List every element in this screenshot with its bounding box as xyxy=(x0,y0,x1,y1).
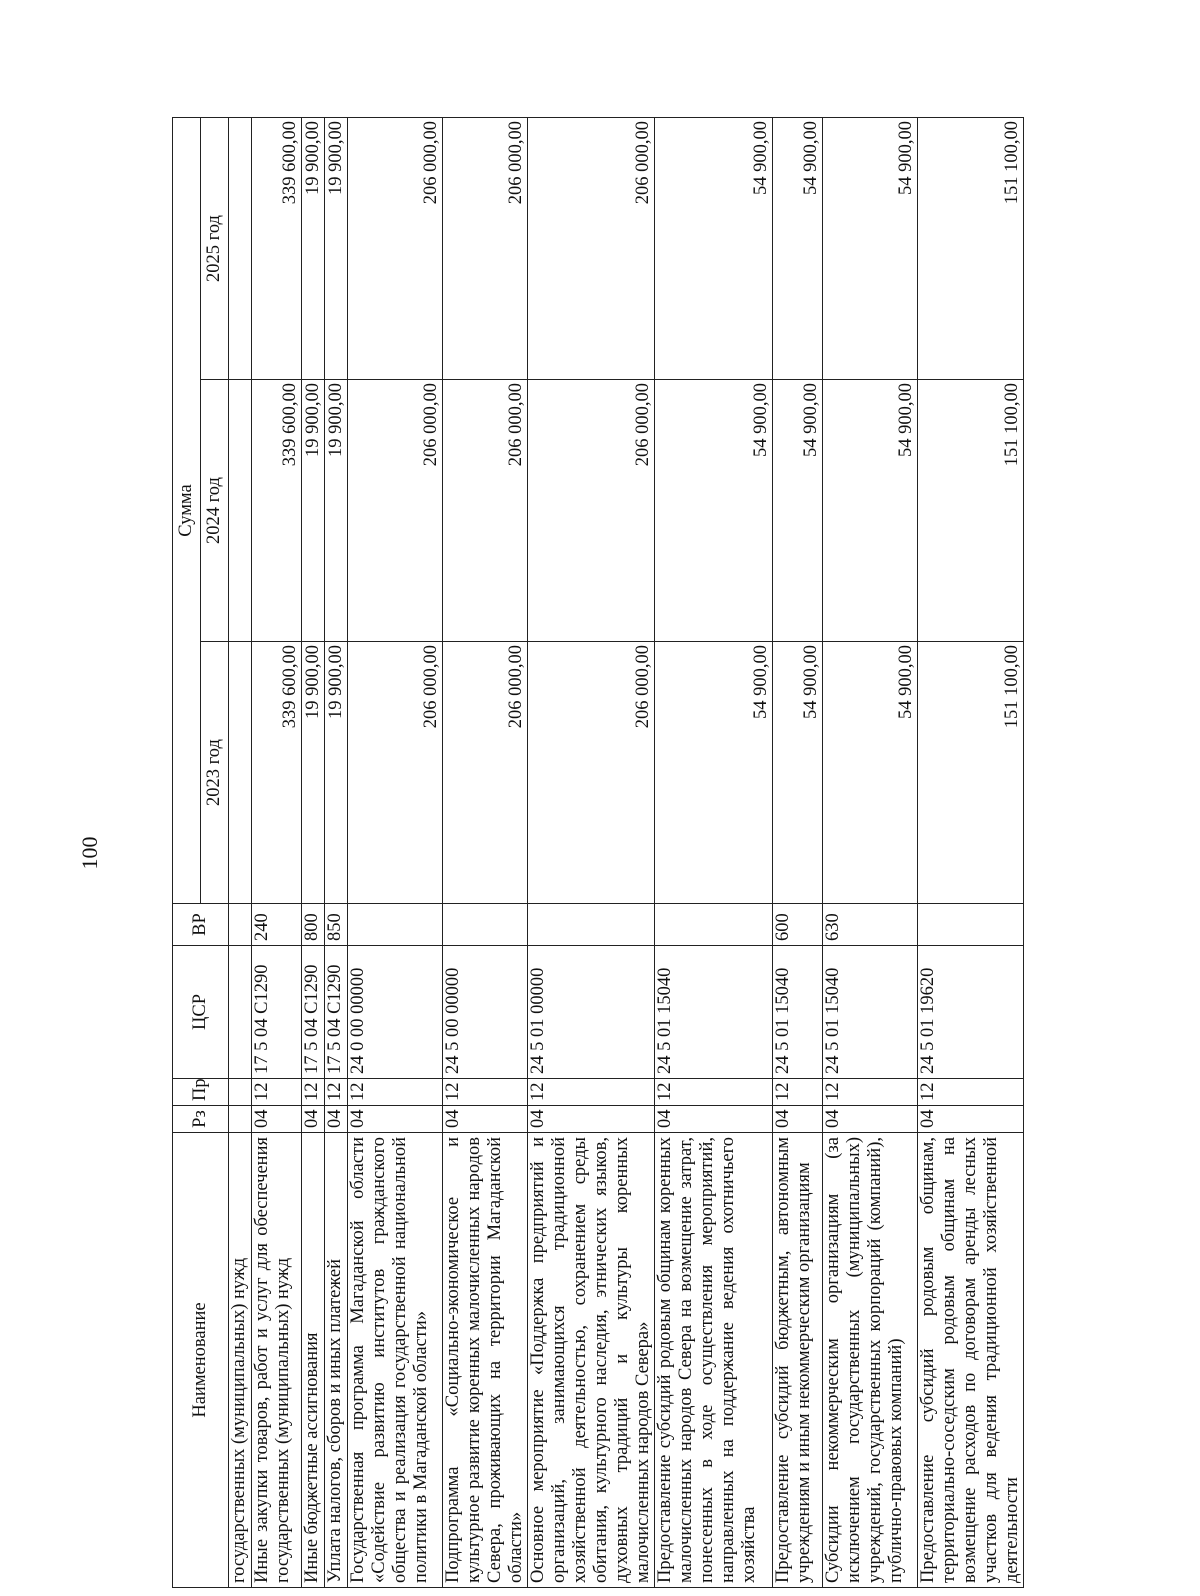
row-vr xyxy=(655,904,773,946)
row-csr: 24 5 01 15040 xyxy=(823,946,918,1079)
row-vr: 850 xyxy=(325,904,348,946)
row-2025: 339 600,00 xyxy=(252,117,302,379)
row-2023: 206 000,00 xyxy=(443,642,528,904)
row-name: государственных (муниципальных) нужд xyxy=(229,1133,252,1588)
row-2025: 151 100,00 xyxy=(918,117,1024,379)
row-pr xyxy=(229,1079,252,1106)
row-name: Предоставление субсидий родовым общинам коренных малочисленных народов Севера на возмещение затрат, понесенных в ходе осуществления мероприятий, направленных на поддержание ведения охотничьего хозяйства xyxy=(655,1133,773,1588)
row-2025: 19 900,00 xyxy=(302,117,325,379)
row-2024: 339 600,00 xyxy=(252,380,302,642)
page-number: 100 xyxy=(77,836,102,870)
row-vr xyxy=(443,904,528,946)
row-pr: 12 xyxy=(348,1079,443,1106)
row-rz: 04 xyxy=(348,1106,443,1133)
table-row xyxy=(302,117,325,1587)
row-pr: 12 xyxy=(443,1079,528,1106)
row-name: Государственная программа Магаданской области «Содействие развитию институтов гражданского общества и реализация государственной национальной политики в Магаданской области» xyxy=(348,1133,443,1588)
row-name: Предоставление субсидий родовым общинам, территориально-соседским родовым общинам на возмещение расходов по договорам аренды лесных участков для ведения традиционной хозяйственной деятельности xyxy=(918,1133,1024,1588)
row-2025: 54 900,00 xyxy=(655,117,773,379)
table-row xyxy=(252,117,302,1587)
row-2024: 19 900,00 xyxy=(325,380,348,642)
row-2024: 54 900,00 xyxy=(823,380,918,642)
row-name: Субсидии некоммерческим организациям (за исключением государственных (муниципальных) учреждений, государственных корпораций (компаний), публично-правовых компаний) xyxy=(823,1133,918,1588)
table-row xyxy=(229,117,252,1587)
row-name: Подпрограмма «Социально-экономическое и культурное развитие коренных малочисленных народов Севера, проживающих на территории Магаданской области» xyxy=(443,1133,528,1588)
header-2025: 2025 год xyxy=(201,117,229,379)
row-rz: 04 xyxy=(655,1106,773,1133)
row-2024: 206 000,00 xyxy=(443,380,528,642)
row-pr: 12 xyxy=(823,1079,918,1106)
row-vr xyxy=(918,904,1024,946)
row-2024: 151 100,00 xyxy=(918,380,1024,642)
row-2024: 19 900,00 xyxy=(302,380,325,642)
row-vr: 800 xyxy=(302,904,325,946)
row-name: Иные закупки товаров, работ и услуг для обеспечения государственных (муниципальных) нужд xyxy=(252,1133,302,1588)
row-rz: 04 xyxy=(302,1106,325,1133)
row-pr: 12 xyxy=(918,1079,1024,1106)
row-rz: 04 xyxy=(773,1106,823,1133)
row-rz: 04 xyxy=(528,1106,655,1133)
header-2023: 2023 год xyxy=(201,642,229,904)
row-2023: 206 000,00 xyxy=(348,642,443,904)
row-pr: 12 xyxy=(773,1079,823,1106)
row-vr xyxy=(229,904,252,946)
header-2024: 2024 год xyxy=(201,380,229,642)
row-csr: 24 5 01 15040 xyxy=(773,946,823,1079)
header-rz: Рз xyxy=(173,1106,229,1133)
row-rz: 04 xyxy=(252,1106,302,1133)
table-row xyxy=(348,117,443,1587)
row-csr: 24 5 01 19620 xyxy=(918,946,1024,1079)
row-name: Уплата налогов, сборов и иных платежей xyxy=(325,1133,348,1588)
row-csr: 24 5 01 00000 xyxy=(528,946,655,1079)
row-csr xyxy=(229,946,252,1079)
row-2024: 54 900,00 xyxy=(655,380,773,642)
row-2023: 54 900,00 xyxy=(773,642,823,904)
row-vr xyxy=(348,904,443,946)
row-2025: 206 000,00 xyxy=(443,117,528,379)
row-2023: 19 900,00 xyxy=(302,642,325,904)
row-vr xyxy=(528,904,655,946)
row-name: Иные бюджетные ассигнования xyxy=(302,1133,325,1588)
row-pr: 12 xyxy=(302,1079,325,1106)
row-csr: 17 5 04 С1290 xyxy=(325,946,348,1079)
table-row xyxy=(823,117,918,1587)
row-csr: 17 5 04 С1290 xyxy=(302,946,325,1079)
header-csr: ЦСР xyxy=(173,946,229,1079)
row-pr: 12 xyxy=(325,1079,348,1106)
row-pr: 12 xyxy=(252,1079,302,1106)
row-2025 xyxy=(229,117,252,379)
budget-table xyxy=(172,117,1024,1588)
row-2023: 54 900,00 xyxy=(823,642,918,904)
table-row xyxy=(443,117,528,1587)
row-rz: 04 xyxy=(823,1106,918,1133)
row-csr: 24 5 01 15040 xyxy=(655,946,773,1079)
row-name: Основное мероприятие «Поддержка предприятий и организаций, занимающихся традиционной хозяйственной деятельностью, сохранением среды обитания, культурного наследия, этнических языков, духовных традиций и культуры коренных малочисленных народов Севера» xyxy=(528,1133,655,1588)
row-2023: 19 900,00 xyxy=(325,642,348,904)
rotated-table-container xyxy=(172,118,1022,1588)
row-vr: 630 xyxy=(823,904,918,946)
row-csr: 24 5 00 00000 xyxy=(443,946,528,1079)
header-sum: Сумма xyxy=(173,117,201,903)
header-pr: Пр xyxy=(173,1079,229,1106)
row-2025: 19 900,00 xyxy=(325,117,348,379)
row-vr: 600 xyxy=(773,904,823,946)
row-2023: 339 600,00 xyxy=(252,642,302,904)
row-rz xyxy=(229,1106,252,1133)
row-rz: 04 xyxy=(325,1106,348,1133)
row-2023: 151 100,00 xyxy=(918,642,1024,904)
header-vr: ВР xyxy=(173,904,229,946)
row-2023 xyxy=(229,642,252,904)
header-name: Наименование xyxy=(173,1133,229,1588)
row-csr: 17 5 04 С1290 xyxy=(252,946,302,1079)
row-2025: 206 000,00 xyxy=(528,117,655,379)
row-vr: 240 xyxy=(252,904,302,946)
row-rz: 04 xyxy=(443,1106,528,1133)
row-pr: 12 xyxy=(655,1079,773,1106)
row-2023: 54 900,00 xyxy=(655,642,773,904)
row-2025: 206 000,00 xyxy=(348,117,443,379)
row-2023: 206 000,00 xyxy=(528,642,655,904)
row-pr: 12 xyxy=(528,1079,655,1106)
row-2024 xyxy=(229,380,252,642)
row-2025: 54 900,00 xyxy=(823,117,918,379)
row-rz: 04 xyxy=(918,1106,1024,1133)
row-name: Предоставление субсидий бюджетным, автономным учреждениям и иным некоммерческим организациям xyxy=(773,1133,823,1588)
table-row xyxy=(918,117,1024,1587)
row-2024: 54 900,00 xyxy=(773,380,823,642)
table-row xyxy=(655,117,773,1587)
row-2025: 54 900,00 xyxy=(773,117,823,379)
table-row xyxy=(773,117,823,1587)
row-2024: 206 000,00 xyxy=(348,380,443,642)
row-csr: 24 0 00 00000 xyxy=(348,946,443,1079)
row-2024: 206 000,00 xyxy=(528,380,655,642)
table-row xyxy=(528,117,655,1587)
table-row xyxy=(325,117,348,1587)
